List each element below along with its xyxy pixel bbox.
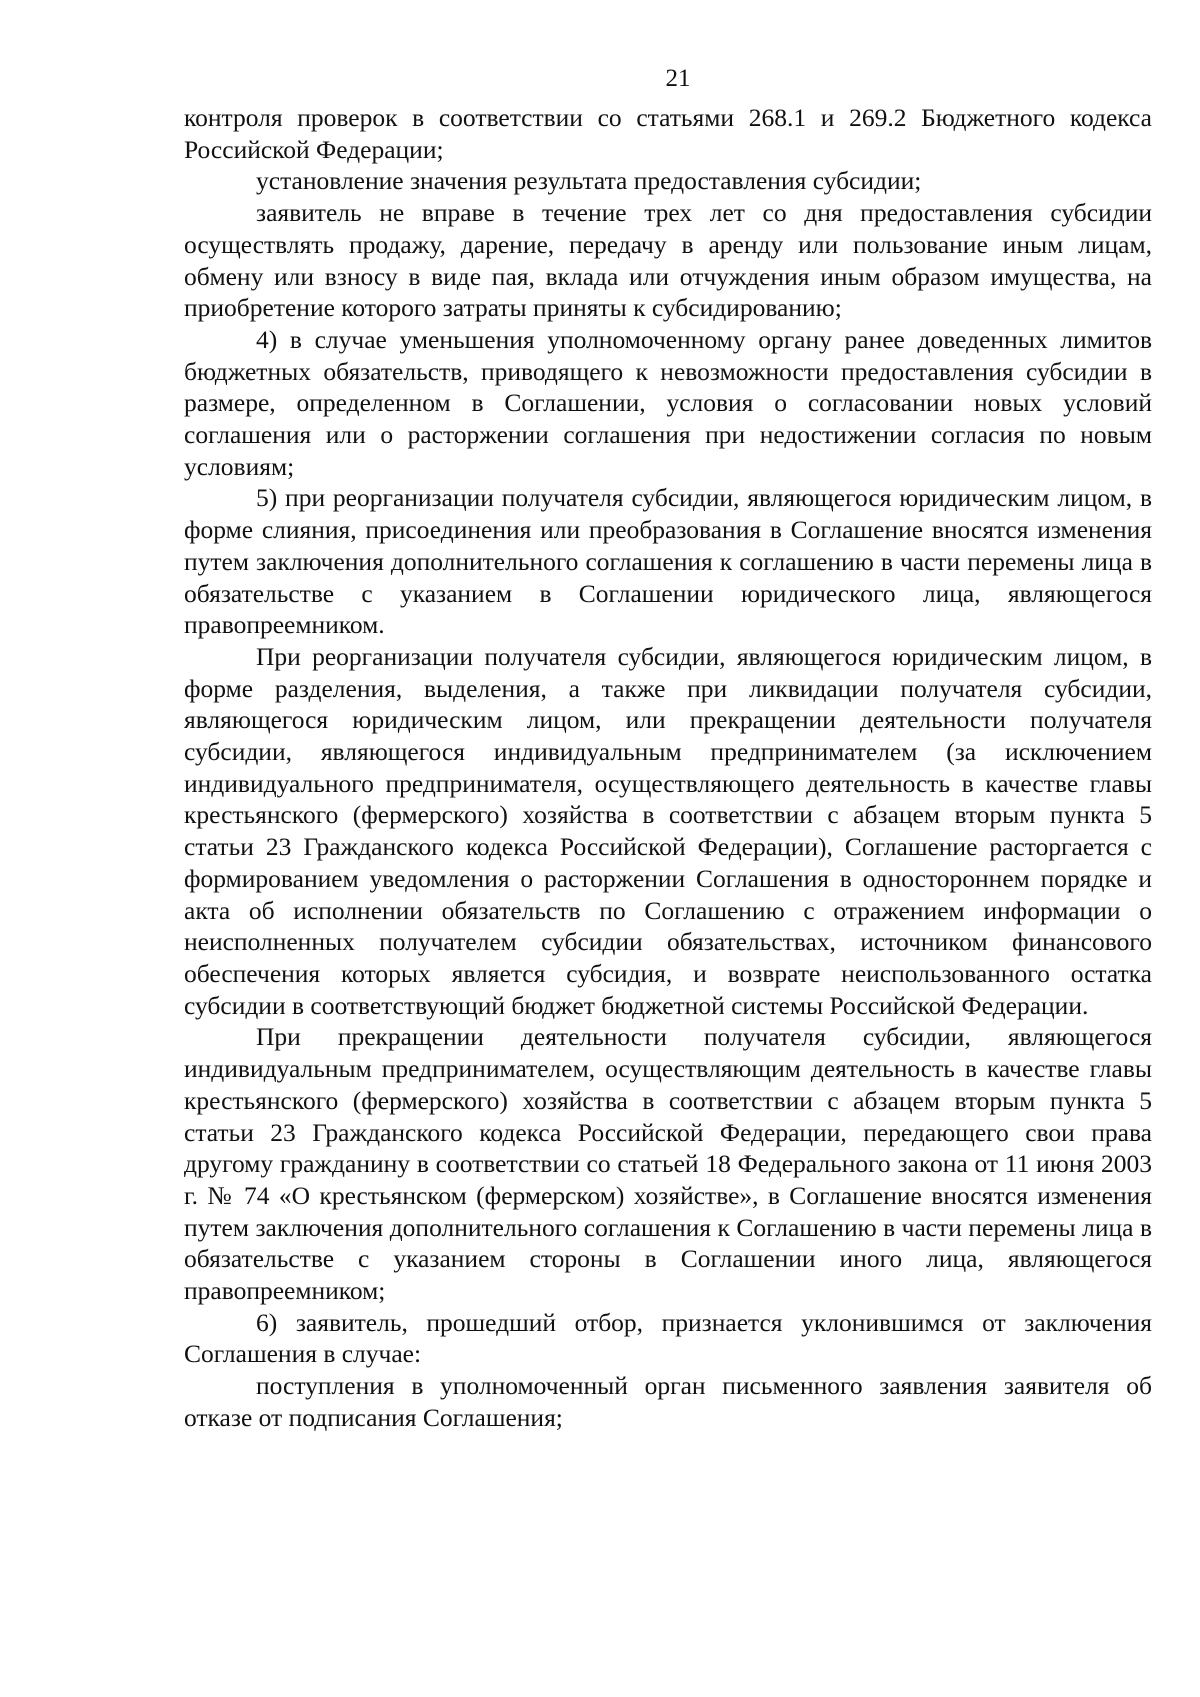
paragraph-reorganization: При реорганизации получателя субсидии, являющегося юридическим лицом, в форме разделения, выделения, а также при ликвидации получателя субсидии, являющегося юридическим лицом, или прекращении деятельности получателя субсидии, являющегося индивидуальным предпринимателем (за исключением индивидуального предпринимателя, осуществляющего деятельность в качестве главы крестьянского (фермерского) хозяйства в соответствии с абзацем вторым пункта 5 статьи 23 Гражданского кодекса Российской Федерации), Соглашение расторгается с формированием уведомления о расторжении Соглашения в одностороннем порядке и акта об исполнении обязательств по Соглашению с отражением информации о неисполненных получателем субсидии обязательствах, источником финансового обеспечения которых является субсидия, и возврате неиспользованного остатка субсидии в соответствующий бюджет бюджетной системы Российской Федерации. (184, 641, 1152, 1020)
paragraph-item-6: 6) заявитель, прошедший отбор, признается уклонившимся от заключения Соглашения в случае: (184, 1307, 1152, 1369)
paragraph-continuation: контроля проверок в соответствии со статьями 268.1 и 269.2 Бюджетного кодекса Российской Федерации; (184, 103, 1152, 164)
page-number: 21 (665, 65, 691, 92)
paragraph-result-value: установление значения результата предоставления субсидии; (256, 166, 922, 196)
paragraph-item-5: 5) при реорганизации получателя субсидии, являющегося юридическим лицом, в форме слияния, присоединения или преобразования в Соглашение вносятся изменения путем заключения дополнительного соглашения к соглашению в части перемены лица в обязательстве с указанием в Соглашении юридического лица, являющегося правопреемником. (184, 483, 1152, 640)
document-body (184, 102, 1152, 1434)
paragraph-property-restriction: заявитель не вправе в течение трех лет со дня предоставления субсидии осуществлять продажу, дарение, передачу в аренду или пользование иным лицам, обмену или взносу в виде пая, вклада или отчуждения иным образом имущества, на приобретение которого затраты приняты к субсидированию; (184, 198, 1152, 323)
paragraph-item-4: 4) в случае уменьшения уполномоченному органу ранее доведенных лимитов бюджетных обязательств, приводящего к невозможности предоставления субсидии в размере, определенном в Соглашении, условия о согласовании новых условий соглашения или о расторжении соглашения при недостижении согласия по новым условиям; (184, 324, 1152, 481)
paragraph-refusal: поступления в уполномоченный орган письменного заявления заявителя об отказе от подписания Соглашения; (184, 1371, 1152, 1432)
paragraph-termination: При прекращении деятельности получателя субсидии, являющегося индивидуальным предпринимателем, осуществляющим деятельность в качестве главы крестьянского (фермерского) хозяйства в соответствии с абзацем вторым пункта 5 статьи 23 Гражданского кодекса Российской Федерации, передающего свои права другому гражданину в соответствии со статьей 18 Федерального закона от 11 июня 2003 г. № 74 «О крестьянском (фермерском) хозяйстве», в Соглашение вносятся изменения путем заключения дополнительного соглашения к Соглашению в части перемены лица в обязательстве с указанием стороны в Соглашении иного лица, являющегося правопреемником; (184, 1022, 1152, 1306)
